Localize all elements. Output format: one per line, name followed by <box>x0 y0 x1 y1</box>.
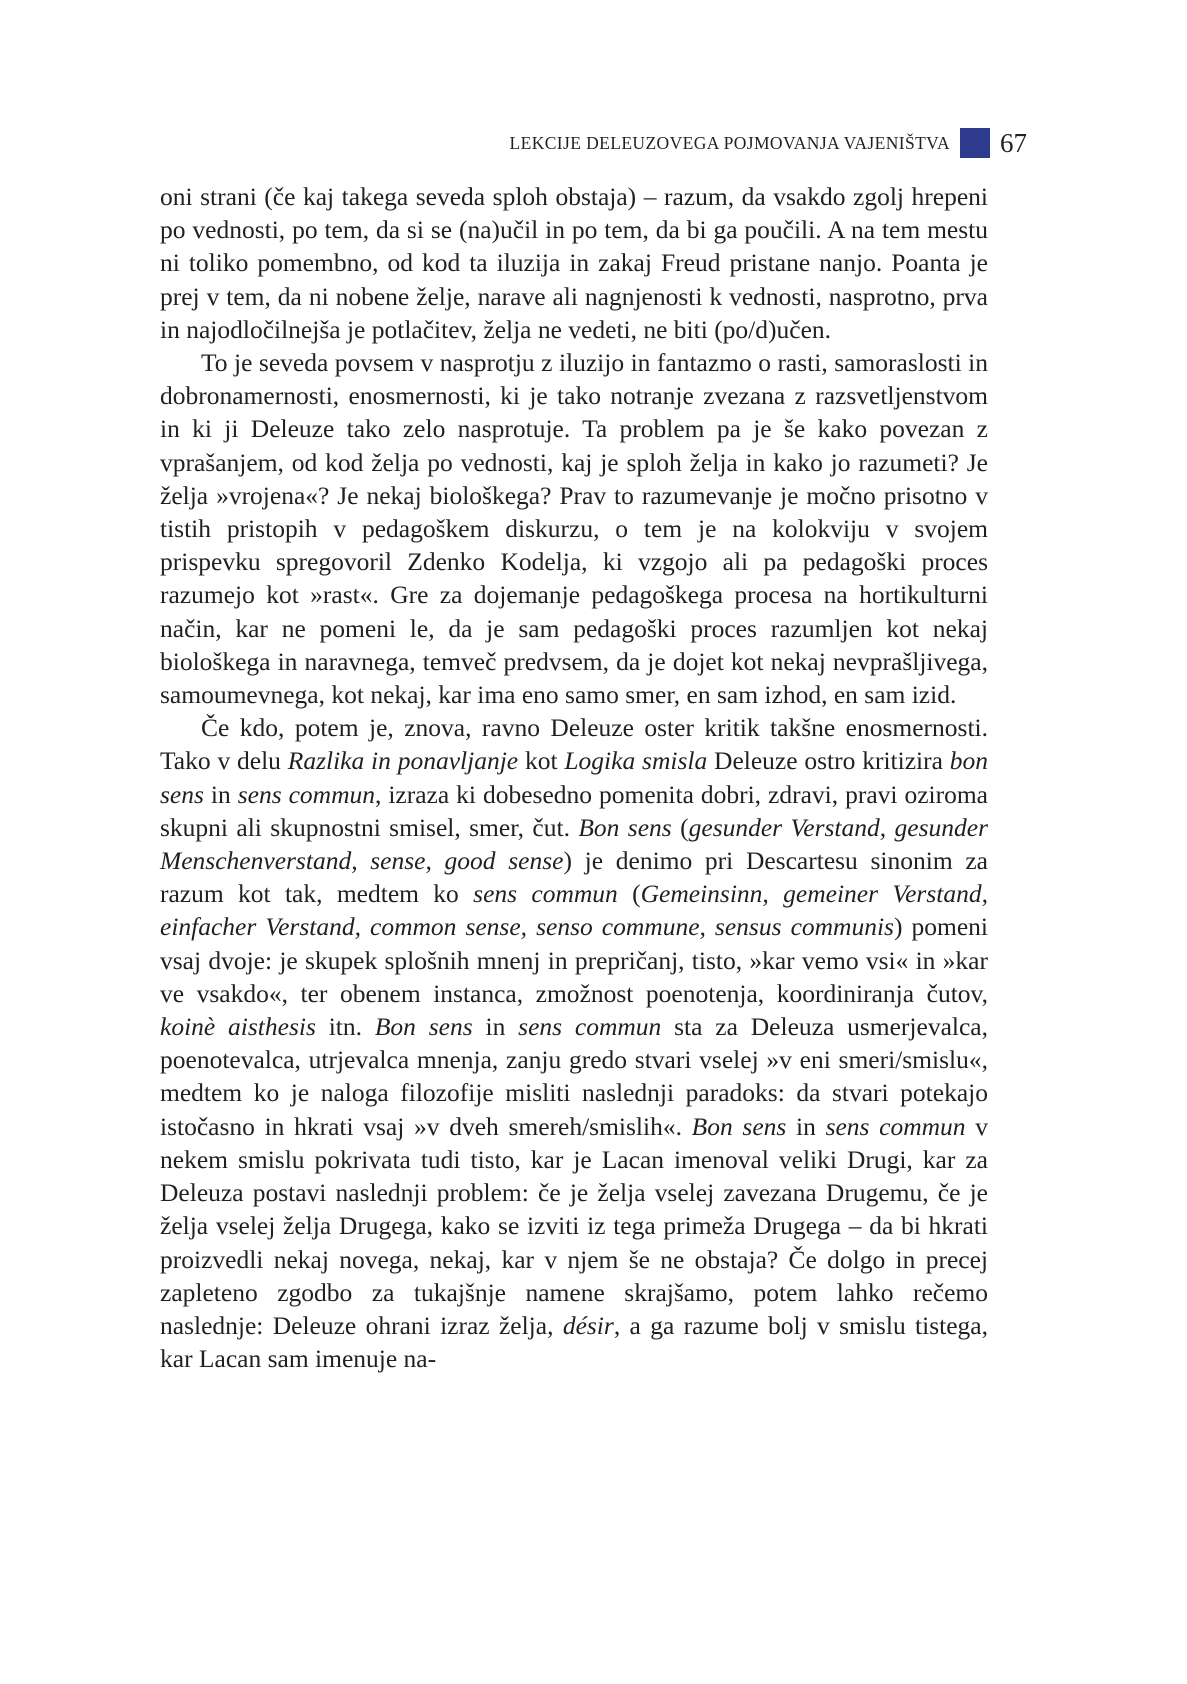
running-title: LEKCIJE DELEUZOVEGA POJMOVANJA VAJENIŠTVA <box>509 132 950 153</box>
italic-term: sens commun <box>237 779 375 809</box>
paragraph <box>160 346 988 711</box>
text-run: , izraza ki dobesedno pomenita dobri, zdravi, pravi oziroma skupni ali skupnostni smisel, smer, čut. <box>160 779 988 842</box>
italic-term: Bon sens <box>578 812 672 842</box>
paragraph <box>160 711 988 1375</box>
text-run: To je seveda povsem v nasprotju z iluzijo in fantazmo o rasti, samoraslosti in dobronamernosti, enosmernosti, ki je tako notranje zvezana z razsvetljenstvom in ki ji Deleuze tako zelo nasprotuje. Ta problem pa je še kako povezan z vprašanjem, od kod želja po vednosti, kaj je sploh želja in kako jo razumeti? Je želja »vrojena«? Je nekaj biološkega? Prav to razumevanje je močno prisotno v tistih pristopih v pedagoškem diskurzu, o tem je na kolokviju v svojem prispevku spregovoril Zdenko Kodelja, ki vzgojo ali pa pedagoški proces razumejo kot »rast«. Gre za dojemanje pedagoškega procesa na hortikulturni način, kar ne pomeni le, da je sam pedagoški proces razumljen kot nekaj biološkega in naravnega, temveč predvsem, da je dojet kot nekaj nevprašljivega, samoumevnega, kot nekaj, kar ima eno samo smer, en sam izhod, en sam izid. <box>160 348 988 710</box>
body-text <box>160 180 988 1375</box>
page-number: 67 <box>1000 127 1027 158</box>
text-run: ( <box>671 812 689 842</box>
italic-term: Bon sens <box>691 1111 787 1141</box>
text-run: in <box>786 1111 826 1141</box>
text-run: in <box>203 779 238 809</box>
italic-term: koinè aisthesis <box>160 1012 316 1042</box>
text-run: kot <box>518 746 565 776</box>
text-run: in <box>472 1012 519 1042</box>
italic-term: gesunder Verstand, gesunder Menschenverstand, sense, good sense <box>160 812 988 876</box>
italic-term: Razlika in ponavljanje <box>287 746 519 776</box>
text-run: sta za Deleuza usmerjevalca, poenotevalca, utrjevalca mnenja, zanju gredo stvari vselej »v eni smeri/smislu«, medtem ko je naloga filozofije misliti naslednji paradoks: da stvari potekajo istočasno in hkrati vsaj »v dveh smereh/smislih«. <box>160 1012 988 1141</box>
italic-term: Bon sens <box>374 1012 473 1042</box>
header-square-ornament <box>960 128 990 158</box>
italic-term: désir <box>562 1310 614 1340</box>
text-run: ( <box>617 879 641 909</box>
italic-term: Gemeinsinn, gemeiner Verstand, einfacher Verstand, common sense, senso commune, sensus communis <box>160 879 988 942</box>
text-run: ) pomeni vsaj dvoje: je skupek splošnih mnenj in prepričanj, tisto, »kar vemo vsi« in »kar ve vsakdo«, ter obenem instanca, zmožnost poenotenja, koordiniranja čutov, <box>160 912 989 1008</box>
text-run: Če kdo, potem je, znova, ravno Deleuze oster kritik takšne enosmernosti. Tako v delu <box>160 713 988 776</box>
text-run: itn. <box>315 1012 375 1042</box>
italic-term: bon sens <box>160 746 988 809</box>
italic-term: sens commun <box>518 1012 662 1042</box>
text-run: Deleuze ostro kritizira <box>707 746 950 776</box>
text-run: ) je denimo pri Descartesu sinonim za razum kot tak, medtem ko <box>160 846 989 909</box>
text-run: v nekem smislu pokrivata tudi tisto, kar je Lacan imenoval veliki Drugi, kar za Deleuza postavi naslednji problem: če je želja vselej zavezana Drugemu, če je želja vselej želja Drugega, kako se izviti iz tega primeža Drugega – da bi hkrati proizvedli nekaj novega, nekaj, kar v njem še ne obstaja? Če dolgo in precej zapleteno zgodbo za tukajšnje namene skrajšamo, potem lahko rečemo naslednje: Deleuze ohrani izraz želja, <box>160 1111 988 1340</box>
text-run: , a ga razume bolj v smislu tistega, kar Lacan sam imenuje na- <box>160 1310 988 1374</box>
running-header <box>510 126 1027 160</box>
italic-term: Logika smisla <box>564 746 708 776</box>
text-run: oni strani (če kaj takega seveda sploh obstaja) – razum, da vsakdo zgolj hrepeni po vednosti, po tem, da si se (na)učil in po tem, da bi ga poučili. A na tem mestu ni toliko pomembno, od kod ta iluzija in zakaj Freud pristane nanjo. Poanta je prej v tem, da ni nobene želje, narave ali nagnjenosti k vednosti, nasprotno, prva in najodločilnejša je potlačitev, želja ne vedeti, ne biti (po/d)učen. <box>160 182 988 344</box>
italic-term: sens commun <box>825 1111 966 1141</box>
paragraph <box>160 180 988 346</box>
italic-term: sens commun <box>473 879 618 909</box>
